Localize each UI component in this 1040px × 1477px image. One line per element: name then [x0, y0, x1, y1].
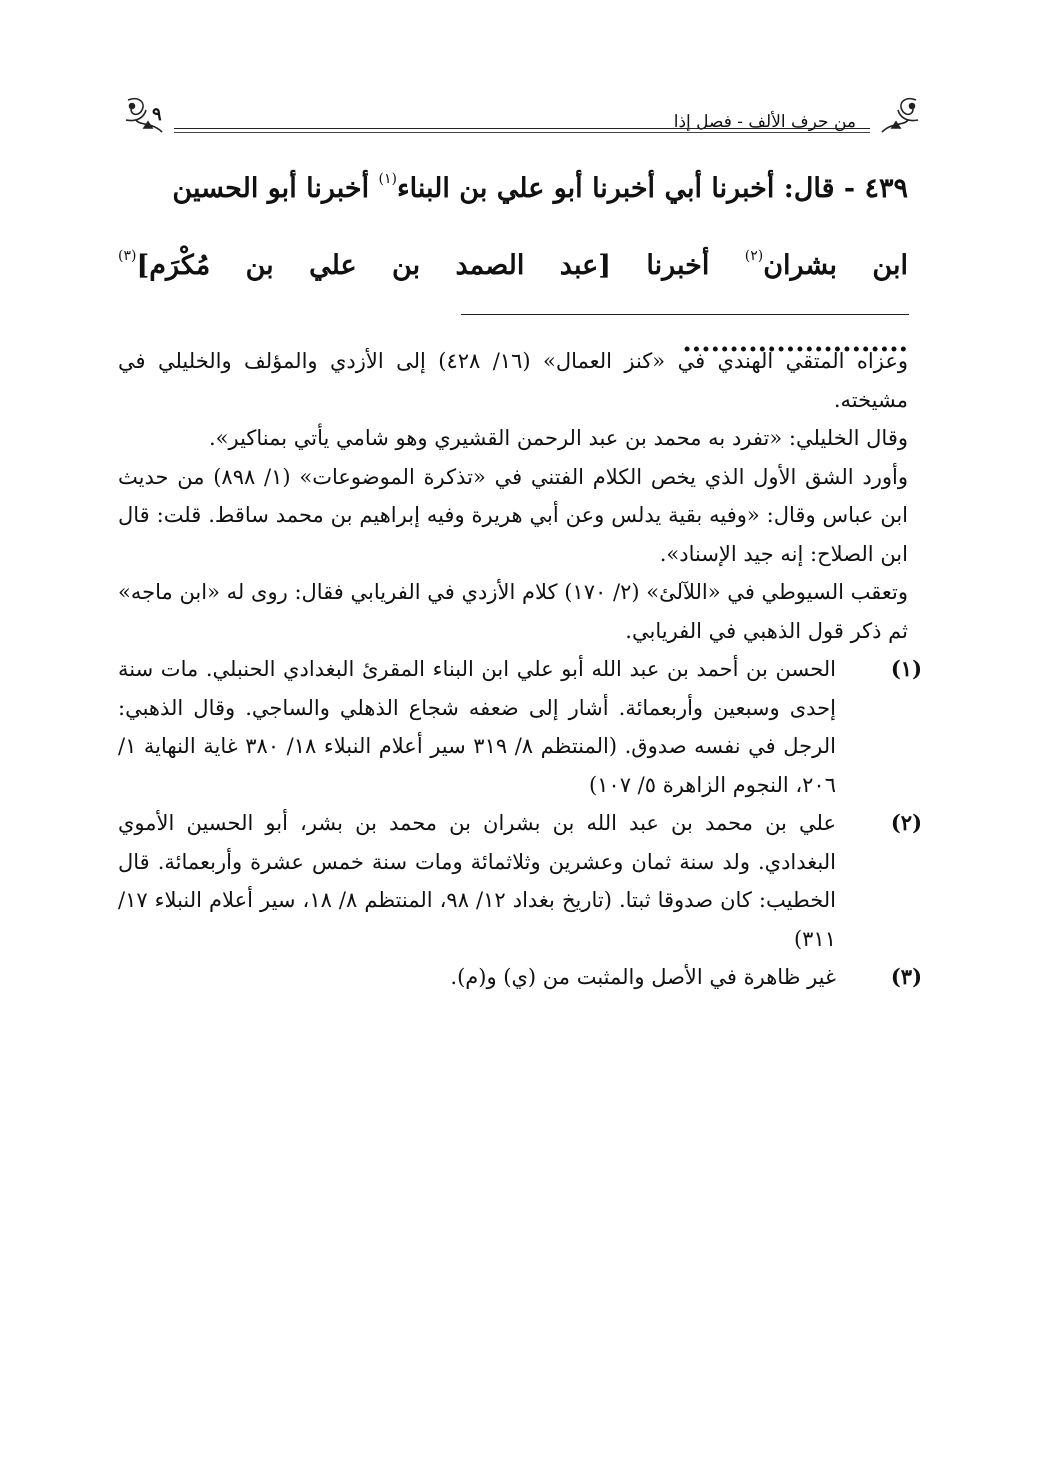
header-rule-thin [174, 132, 870, 133]
ornament-right-icon [872, 92, 922, 136]
footnote-text: علي بن محمد بن عبد الله بن بشران بن محمد بن بشر، أبو الحسين الأموي البغدادي. ولد سنة ثمان وعشرين وثلاثمائة ومات سنة خمس عشرة وأربعمائة. قال الخطيب: كان صدوقا ثبتا. (تاريخ بغداد ١٢/ ٩٨، المنتظم ٨/ ١٨، سير أعلام النبلاء ١٧/ ٣١١) [118, 811, 836, 951]
footnote-ref-2[interactable]: (٢) [744, 248, 764, 264]
ornament-left-icon [122, 92, 172, 136]
continuation-paragraph: وقال الخليلي: «تفرد به محمد بن عبد الرحمن القشيري وهو شامي يأتي بمناكير». [208, 426, 908, 450]
footnote-2 [118, 804, 922, 958]
page-number: ٩ [152, 104, 162, 125]
footnote-ref-3[interactable]: (٣) [118, 248, 137, 264]
continuation-paragraph: وأورد الشق الأول الذي يخص الكلام الفتني في «تذكرة الموضوعات» (١/ ٨٩٨) من حديث ابن عباس وقال: «وفيه بقية يدلس وعن أبي هريرة وفيه إبراهيم بن محمد ساقط. قلت: قال ابن الصلاح: إنه جيد الإسناد». [118, 464, 908, 566]
narration-line-2: ابن بشران$^{(٢)}$ أخبرنا [عبد الصمد بن علي بن مُكْرَم]$^{(٣)}$ ........................ [118, 248, 908, 358]
footnotes-section [118, 342, 922, 997]
footnote-marker: (٢) [890, 810, 922, 835]
continuation-paragraph: وتعقب السيوطي في «اللآلئ» (٢/ ١٧٠) كلام الأزدي في الفريابي فقال: روى له «ابن ماجه» ثم ذكر قول الذهبي في الفريابي. [118, 580, 908, 643]
footnote-marker: (١) [890, 656, 922, 681]
footnote-separator [461, 314, 909, 315]
footnote-marker: (٣) [890, 964, 922, 989]
narration-line-1: ٤٣٩ - قال: أخبرنا أبي أخبرنا أبو علي بن البناء$^{(١)}$ أخبرنا أبو الحسين [172, 171, 908, 204]
footnote-ref-1[interactable]: (١) [378, 171, 397, 187]
continuation-paragraph: وعزاه المتقي الهندي في «كنز العمال» (١٦/ ٤٢٨) إلى الأزدي والمؤلف والخليلي في مشيخته. [118, 349, 908, 412]
header-title: من حرف الألف - فصل إذا [668, 112, 862, 132]
footnote-3 [118, 958, 922, 997]
running-header [122, 92, 922, 138]
footnote-1 [118, 650, 922, 804]
header-rule [174, 128, 870, 129]
ellipsis-dots: ........................ [682, 327, 908, 358]
footnote-text: الحسن بن أحمد بن عبد الله أبو علي ابن البناء المقرئ البغدادي الحنبلي. مات سنة إحدى وسبعين وأربعمائة. أشار إلى ضعفه شجاع الذهلي والساجي. وقال الذهبي: الرجل في نفسه صدوق. (المنتظم ٨/ ٣١٩ سير أعلام النبلاء ١٨/ ٣٨٠ غاية النهاية ١/ ٢٠٦، النجوم الزاهرة ٥/ ١٠٧) [118, 657, 836, 797]
footnote-text: غير ظاهرة في الأصل والمثبت من (ي) و(م). [450, 965, 836, 989]
